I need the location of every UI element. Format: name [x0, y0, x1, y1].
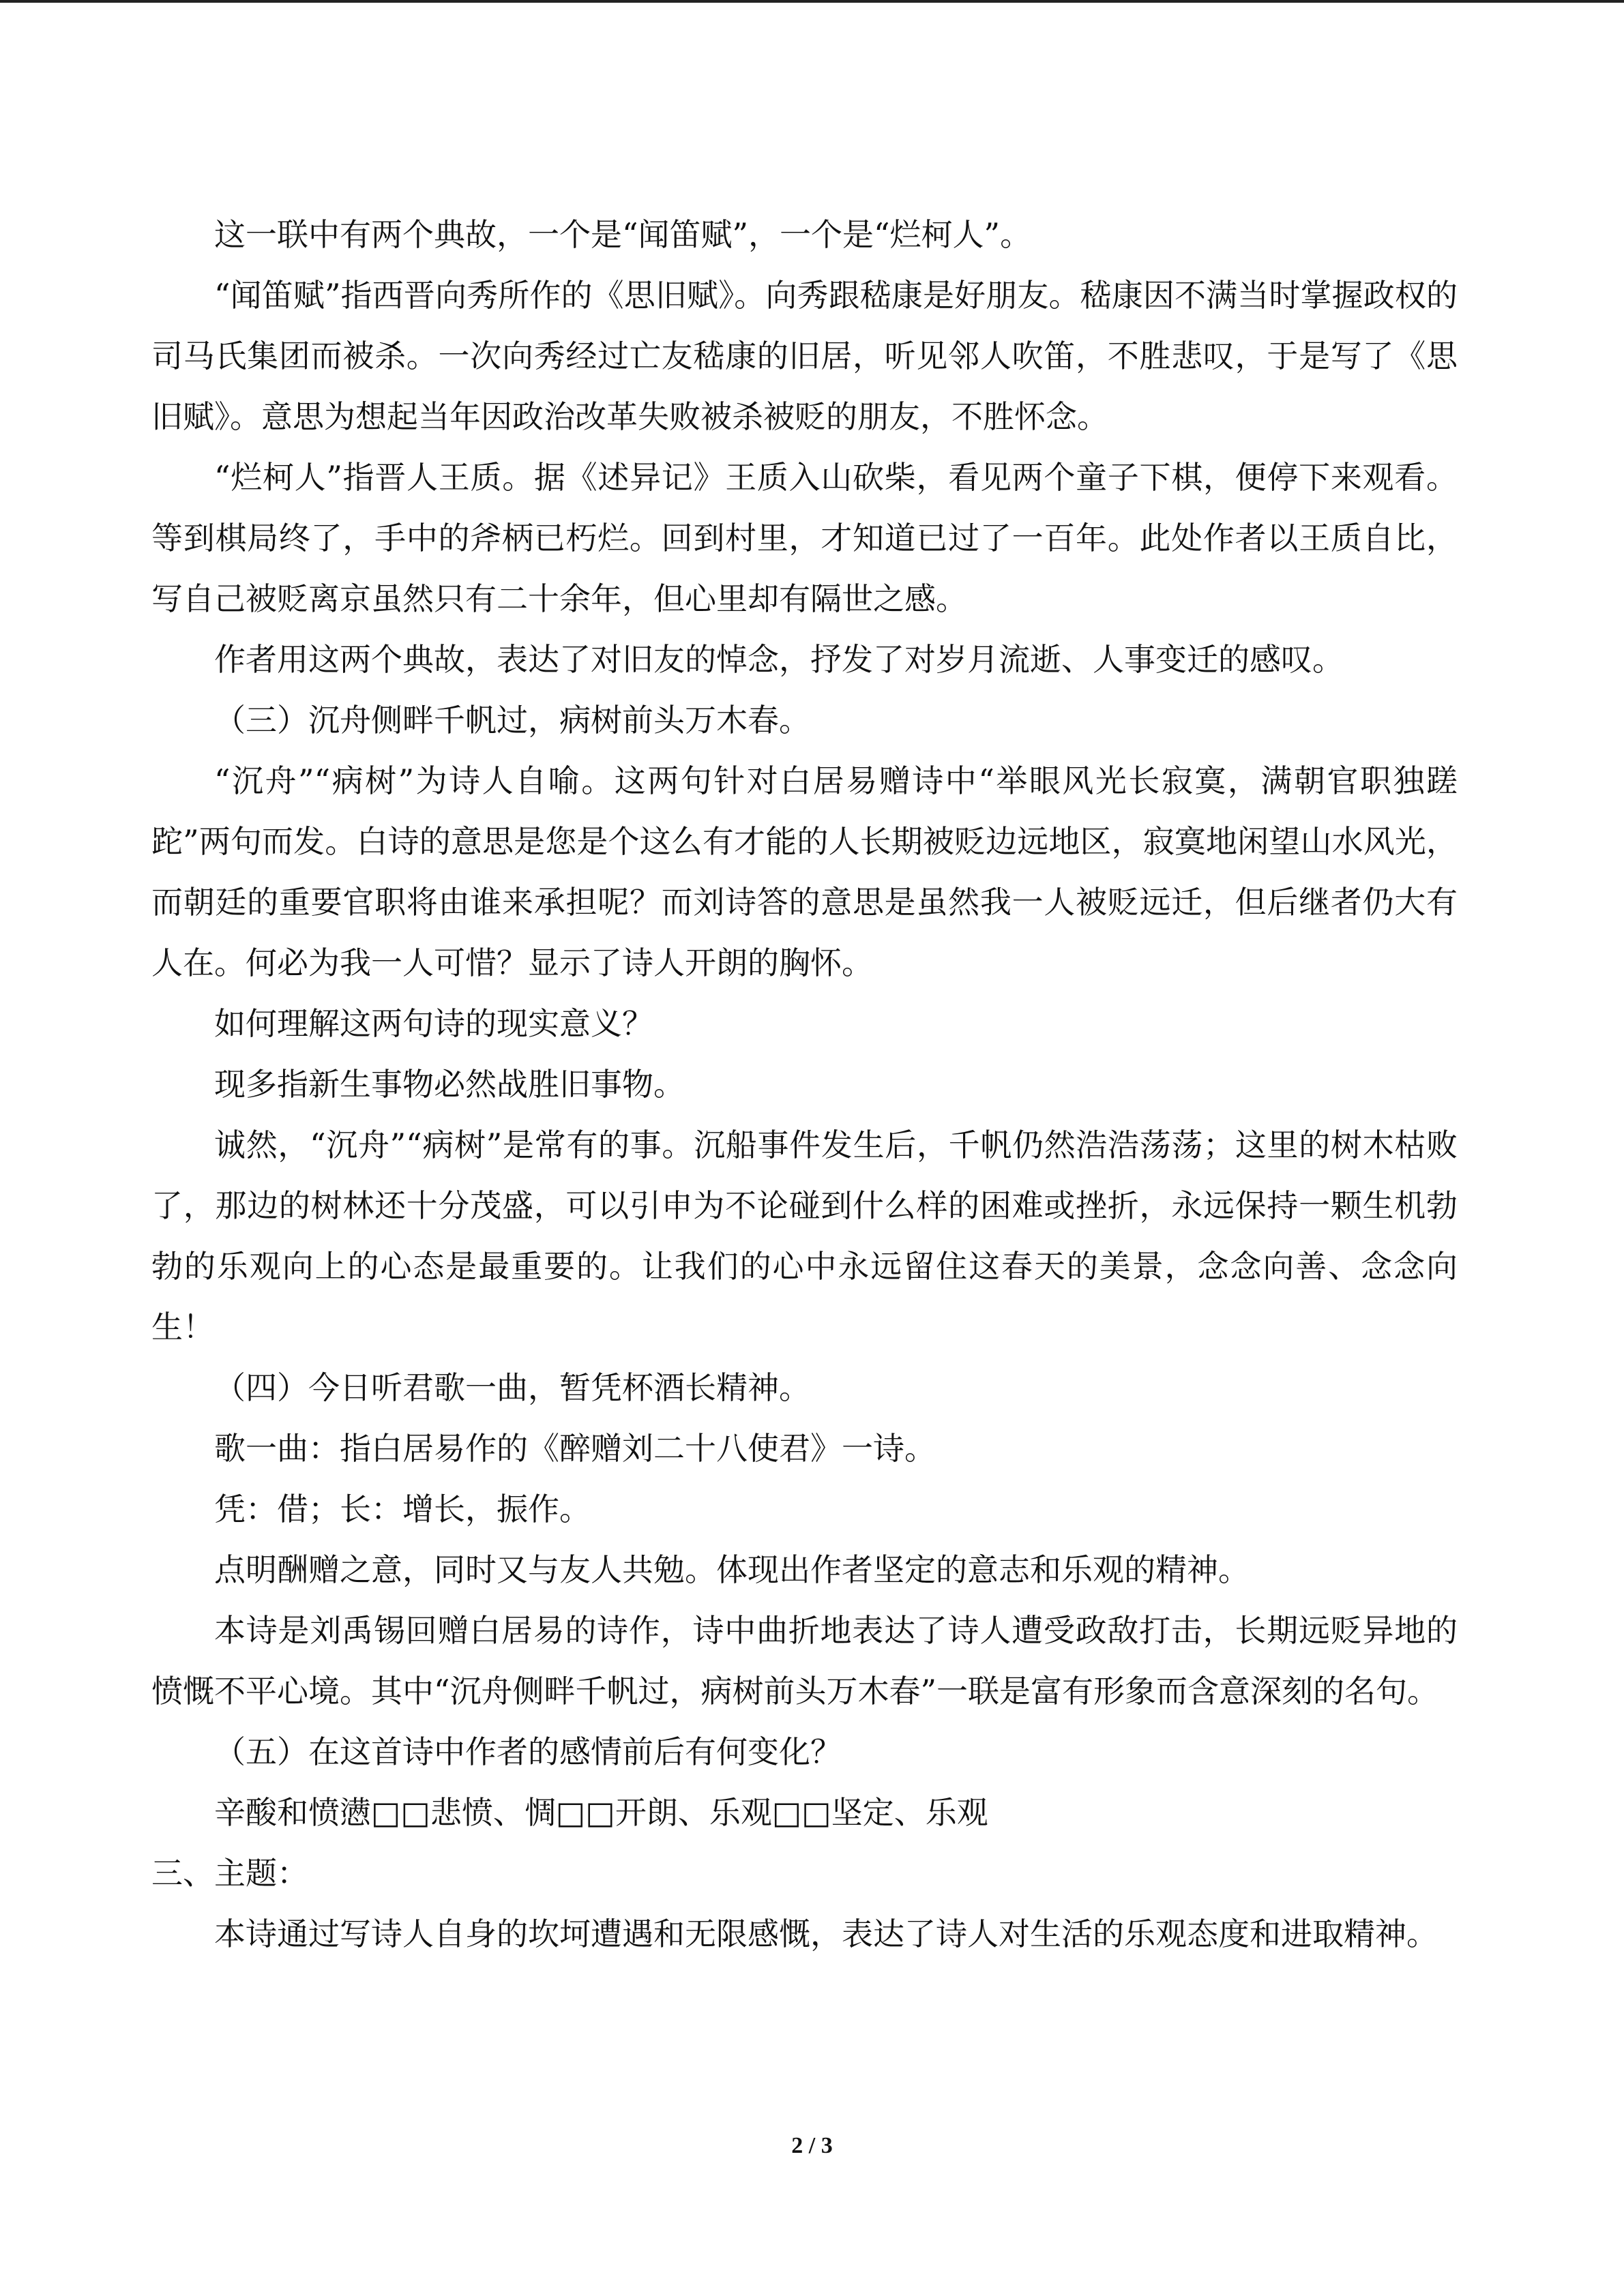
answer: 现多指新生事物必然战胜旧事物。	[214, 1066, 685, 1103]
paragraph: 辛酸和愤懑□□悲愤、惆□□开朗、乐观□□坚定、乐观	[214, 1794, 988, 1831]
section-heading: （三）沉舟侧畔千帆过，病树前头万木春。	[214, 702, 810, 739]
paragraph: 诚然，“沉舟”“病树”是常有的事。沉船事件发生后，千帆仍然浩浩荡荡；这里的树木枯败了，那边的树林还十分茂盛，可以引申为不论碰到什么样的困难或挫折，永远保持一颗生机勃勃的乐观向上的心态是最重要的。让我们的心中永远留住这春天的美景，念念向善、念念向生！	[151, 1127, 1458, 1345]
paragraph: “闻笛赋”指西晋向秀所作的《思旧赋》。向秀跟嵇康是好朋友。嵇康因不满当时掌握政权的司马氏集团而被杀。一次向秀经过亡友嵇康的旧居，听见邻人吹笛，不胜悲叹，于是写了《思旧赋》。意思为想起当年因政治改革失败被杀被贬的朋友，不胜怀念。	[151, 277, 1458, 435]
paragraph: 歌一曲：指白居易作的《醉赠刘二十八使君》一诗。	[214, 1430, 936, 1467]
top-border-rule	[0, 0, 1624, 3]
section-heading: （五）在这首诗中作者的感情前后有何变化？	[214, 1733, 842, 1770]
paragraph: 作者用这两个典故，表达了对旧友的悼念，抒发了对岁月流逝、人事变迁的感叹。	[214, 641, 1344, 678]
paragraph: 这一联中有两个典故，一个是“闻笛赋”，一个是“烂柯人”。	[214, 216, 1032, 253]
paragraph: 凭：借；长：增长，振作。	[214, 1491, 591, 1527]
paragraph: “沉舟”“病树”为诗人自喻。这两句针对白居易赠诗中“举眼风光长寂寞，满朝官职独蹉跎”两句而发。白诗的意思是您是个这么有才能的人长期被贬边远地区，寂寞地闲望山水风光，而朝廷的重要官职将由谁来承担呢？而刘诗答的意思是虽然我一人被贬远迁，但后继者仍大有人在。何必为我一人可惜？显示了诗人开朗的胸怀。	[151, 762, 1458, 981]
section-heading: （四）今日听君歌一曲，暂凭杯酒长精神。	[214, 1369, 810, 1406]
document-body	[151, 205, 1458, 1965]
paragraph: “烂柯人”指晋人王质。据《述异记》王质入山砍柴，看见两个童子下棋，便停下来观看。等到棋局终了，手中的斧柄已朽烂。回到村里，才知道已过了一百年。此处作者以王质自比，写自己被贬离京虽然只有二十余年，但心里却有隔世之感。	[151, 459, 1458, 617]
paragraph: 点明酬赠之意，同时又与友人共勉。体现出作者坚定的意志和乐观的精神。	[214, 1551, 1250, 1588]
paragraph: 本诗是刘禹锡回赠白居易的诗作，诗中曲折地表达了诗人遭受政敌打击，长期远贬异地的愤慨不平心境。其中“沉舟侧畔千帆过，病树前头万木春”一联是富有形象而含意深刻的名句。	[151, 1612, 1458, 1710]
question: 如何理解这两句诗的现实意义？	[214, 1005, 653, 1042]
theme-heading: 三、主题：	[151, 1855, 308, 1892]
paragraph: 本诗通过写诗人自身的坎坷遭遇和无限感慨，表达了诗人对生活的乐观态度和进取精神。	[214, 1915, 1438, 1952]
page-number: 2 / 3	[791, 2133, 833, 2158]
